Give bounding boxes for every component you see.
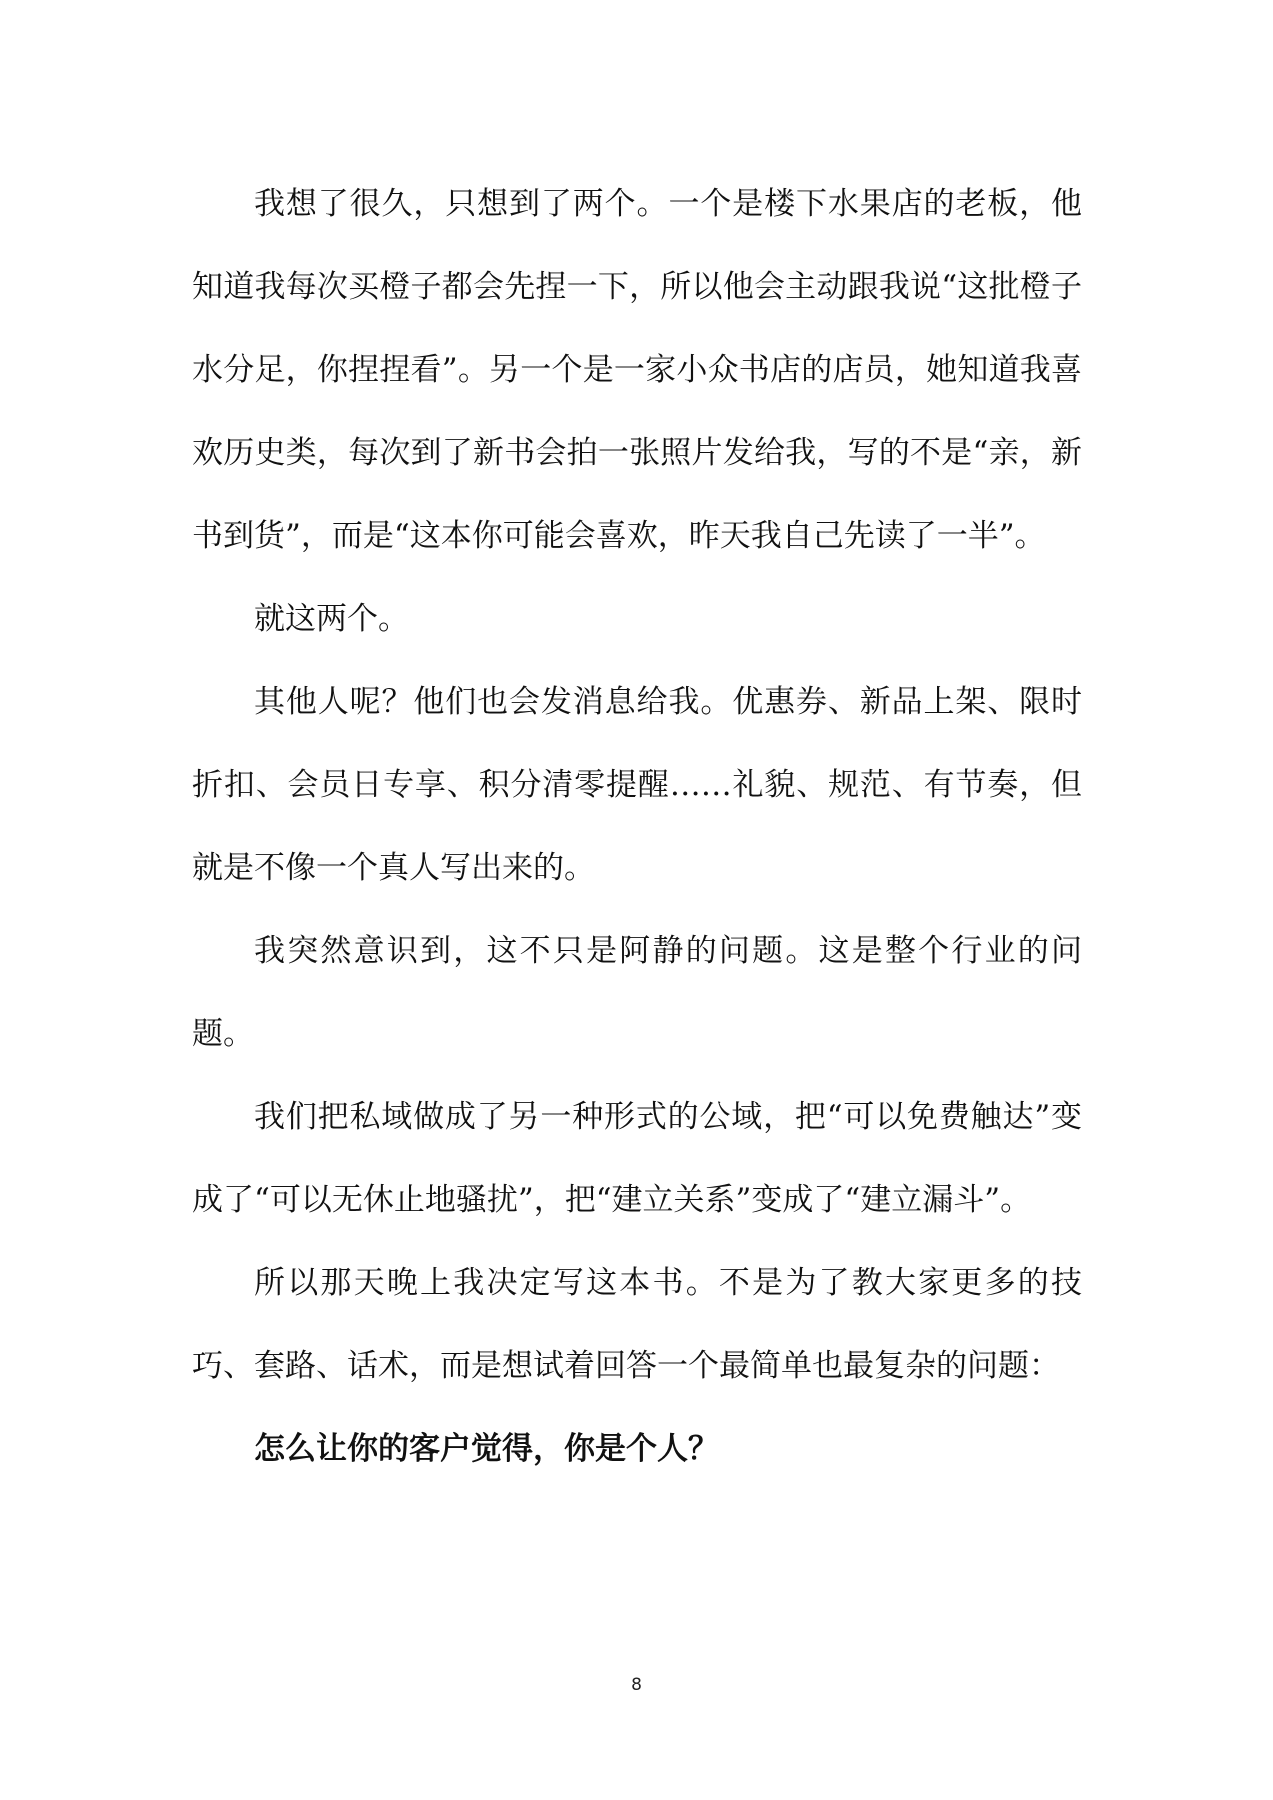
paragraph: 我想了很久，只想到了两个。一个是楼下水果店的老板，他知道我每次买橙子都会先捏一下，所以他会主动跟我说“这批橙子水分足，你捏捏看”。另一个是一家小众书店的店员，她知道我喜欢历史类，每次到了新书会拍一张照片发给我，写的不是“亲，新书到货”，而是“这本你可能会喜欢，昨天我自己先读了一半”。 [192, 186, 1082, 554]
paragraph: 就这两个。 [254, 601, 409, 637]
paragraph: 所以那天晚上我决定写这本书。不是为了教大家更多的技巧、套路、话术，而是想试着回答一个最简单也最复杂的问题： [192, 1265, 1082, 1384]
closing-question: 怎么让你的客户觉得，你是个人？ [254, 1431, 719, 1467]
page-number: 8 [631, 1675, 642, 1695]
body-text [192, 163, 1082, 1491]
paragraph: 我突然意识到，这不只是阿静的问题。这是整个行业的问题。 [192, 933, 1082, 1052]
paragraph: 其他人呢？他们也会发消息给我。优惠券、新品上架、限时折扣、会员日专享、积分清零提醒……礼貌、规范、有节奏，但就是不像一个真人写出来的。 [192, 684, 1082, 886]
paragraph: 我们把私域做成了另一种形式的公域，把“可以免费触达”变成了“可以无休止地骚扰”，把“建立关系”变成了“建立漏斗”。 [192, 1099, 1082, 1218]
